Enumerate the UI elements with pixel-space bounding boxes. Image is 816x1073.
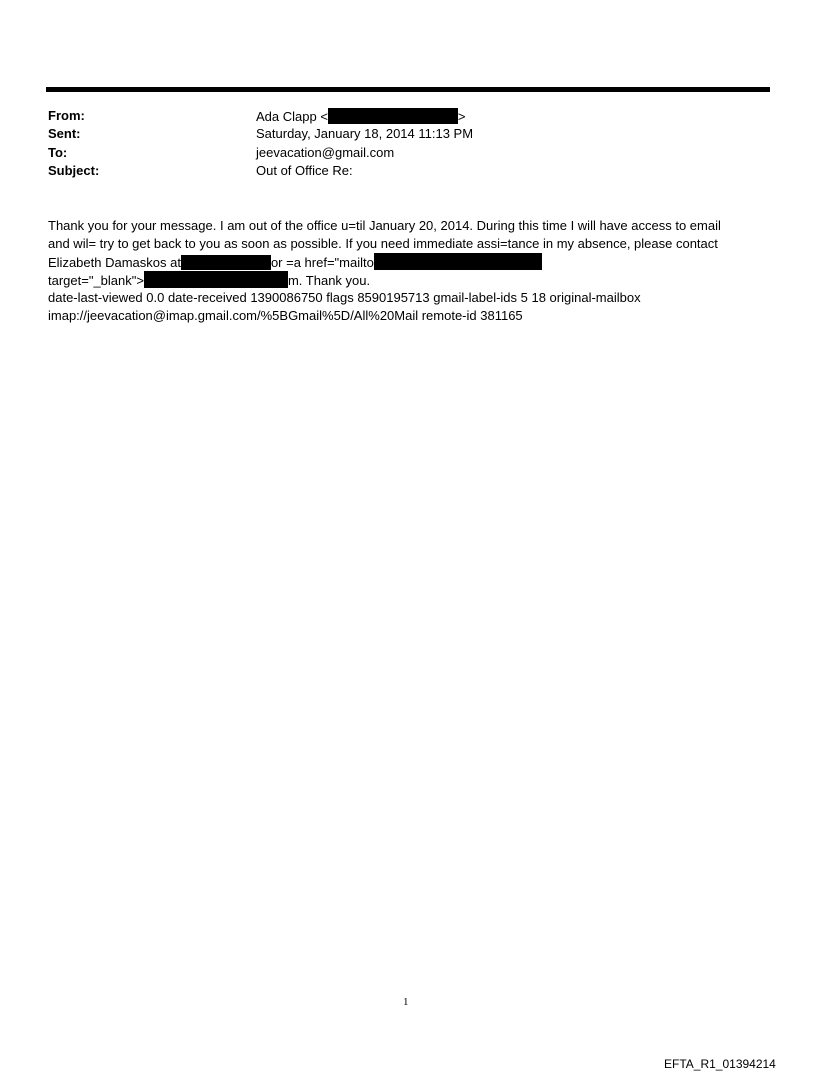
body-line-4-start: target="_blank">	[48, 273, 144, 288]
body-line-3	[48, 253, 542, 271]
sent-label: Sent:	[48, 126, 81, 141]
from-close-bracket: >	[457, 109, 466, 124]
redaction-box	[144, 271, 288, 288]
from-label: From:	[48, 108, 85, 123]
sent-value: Saturday, January 18, 2014 11:13 PM	[256, 126, 474, 141]
subject-value: Out of Office Re:	[256, 163, 353, 178]
from-value	[256, 108, 466, 125]
body-line-5: date-last-viewed 0.0 date-received 1390086750 flags 8590195713 gmail-label-ids 5 18 original-mailbox	[48, 290, 641, 305]
header-rule	[46, 87, 770, 92]
page-number: 1	[403, 996, 409, 1008]
body-line-1: Thank you for your message. I am out of the office u=til January 20, 2014. During this time I will have access to email	[48, 218, 721, 233]
body-line-4	[48, 271, 370, 289]
to-label: To:	[48, 145, 68, 160]
redaction-box	[181, 255, 271, 270]
body-line-6: imap://jeevacation@imap.gmail.com/%5BGmail%5D/All%20Mail remote-id 381165	[48, 308, 523, 323]
redaction-box	[374, 253, 542, 270]
bates-number: EFTA_R1_01394214	[664, 1057, 776, 1071]
body-line-3-start: Elizabeth Damaskos at	[48, 255, 181, 270]
body-line-4-end: m. Thank you.	[287, 273, 371, 288]
from-name: Ada Clapp <	[256, 109, 328, 124]
subject-label: Subject:	[48, 163, 100, 178]
redaction-box	[328, 108, 458, 124]
body-line-3-end: or =a href="mailto	[270, 255, 374, 270]
to-value: jeevacation@gmail.com	[256, 145, 395, 160]
body-line-2: and wil= try to get back to you as soon as possible. If you need immediate assi=tance in my absence, please contact	[48, 236, 718, 251]
